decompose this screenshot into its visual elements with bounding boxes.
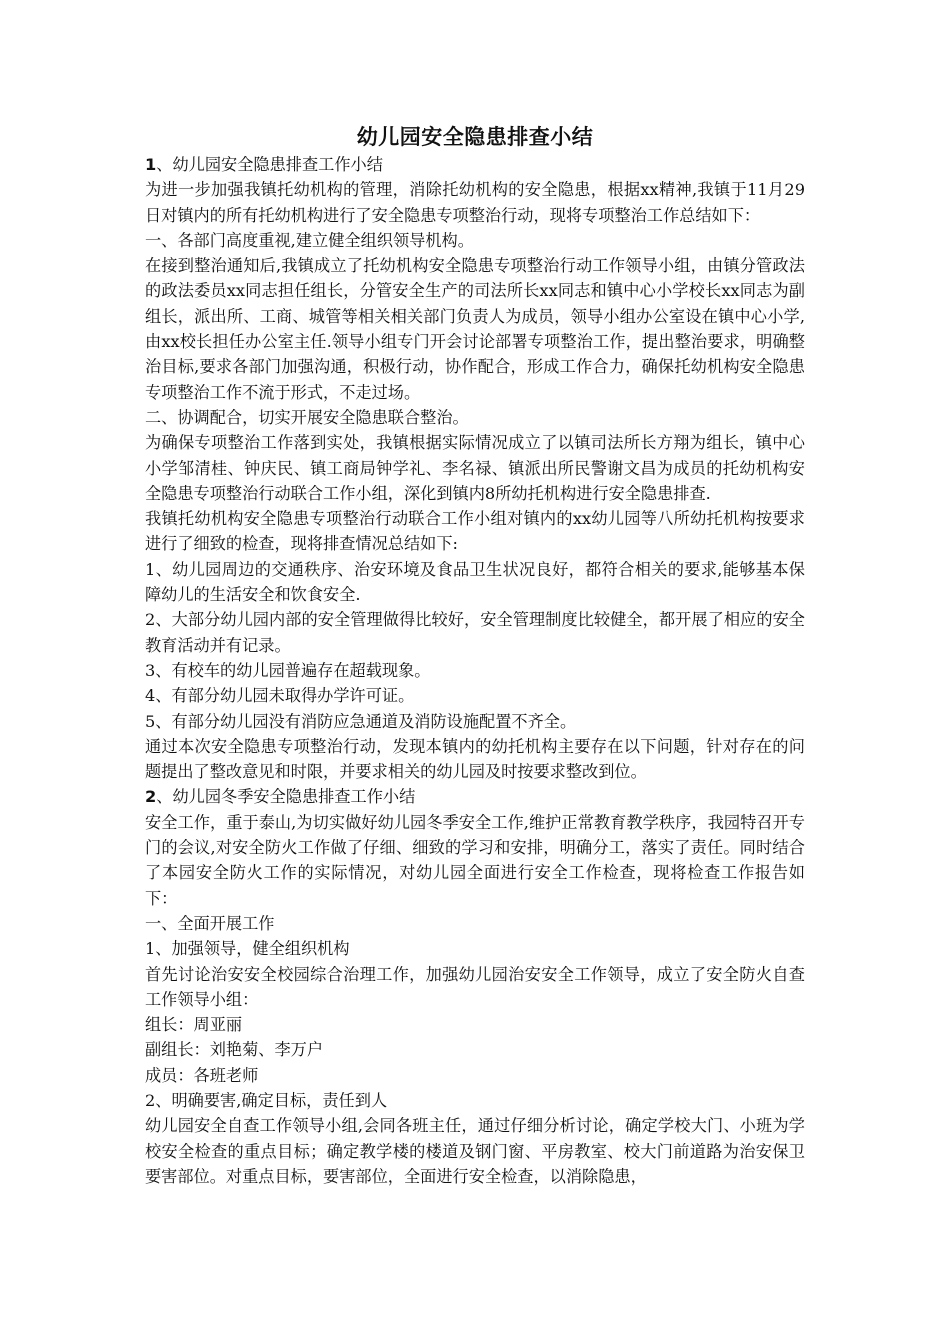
document-title: 幼儿园安全隐患排查小结 bbox=[356, 125, 594, 149]
section-1-item-4: 4、有部分幼儿园未取得办学许可证。 bbox=[145, 686, 415, 706]
section-1-paragraph-2: 为确保专项整治工作落到实处，我镇根据实际情况成立了以镇司法所长方翔为组长，镇中心小学邹清桂、钟庆民、镇工商局钟学礼、李名禄、镇派出所民警谢文昌为成员的托幼机构安全隐患专项整治行动联合工作小组，深化到镇内8所幼托机构进行安全隐患排查. bbox=[145, 433, 805, 503]
section-1-paragraph-3: 我镇托幼机构安全隐患专项整治行动联合工作小组对镇内的xx幼儿园等八所幼托机构按要求进行了细致的检查，现将排查情况总结如下: bbox=[145, 509, 805, 554]
section-1-intro: 为进一步加强我镇托幼机构的管理，消除托幼机构的安全隐患，根据xx精神,我镇于11月29日对镇内的所有托幼机构进行了安全隐患专项整治行动，现将专项整治工作总结如下： bbox=[145, 180, 805, 225]
section-2-number: 2 bbox=[145, 787, 157, 807]
section-2-paragraph-2: 幼儿园安全自查工作领导小组,会同各班主任，通过仔细分析讨论，确定学校大门、小班为学校安全检查的重点目标；确定教学楼的楼道及钢门窗、平房教室、校大门前道路为治安保卫要害部位。对重点目标，要害部位，全面进行安全检查，以消除隐患， bbox=[145, 1116, 805, 1186]
document-body bbox=[145, 122, 805, 1189]
section-2-paragraph-1: 首先讨论治安安全校园综合治理工作，加强幼儿园治安安全工作领导，成立了安全防火自查工作领导小组： bbox=[145, 964, 805, 1009]
section-2-deputy: 副组长：刘艳菊、李万户 bbox=[145, 1040, 324, 1060]
section-1-subheading-2: 二、协调配合，切实开展安全隐患联合整治。 bbox=[145, 407, 469, 427]
section-1-number: 1 bbox=[145, 155, 157, 174]
section-1-heading bbox=[145, 152, 805, 177]
section-2-subheading-1: 一、全面开展工作 bbox=[145, 913, 275, 933]
section-1-heading-text: 、幼儿园安全隐患排查工作小结 bbox=[156, 155, 383, 174]
section-2-heading bbox=[145, 784, 805, 809]
section-1-item-1: 1、幼儿园周边的交通秩序、治安环境及食品卫生状况良好，都符合相关的要求,能够基本保障幼儿的生活安全和饮食安全. bbox=[145, 559, 805, 605]
section-1-paragraph-1: 在接到整治通知后,我镇成立了托幼机构安全隐患专项整治行动工作领导小组，由镇分管政法的政法委员xx同志担任组长，分管安全生产的司法所长xx同志和镇中心小学校长xx同志为副组长，派出所、工商、城管等相关相关部门负责人为成员，领导小组办公室设在镇中心小学,由xx校长担任办公室主任.领导小组专门开会讨论部署专项整治工作，提出整治要求，明确整治目标,要求各部门加强沟通，积极行动，协作配合，形成工作合力，确保托幼机构安全隐患专项整治工作不流于形式，不走过场。 bbox=[145, 256, 805, 402]
section-1-subheading-1: 一、各部门高度重视,建立健全组织领导机构。 bbox=[145, 230, 474, 250]
section-1-item-5: 5、有部分幼儿园没有消防应急通道及消防设施配置不齐全。 bbox=[145, 711, 577, 731]
section-2-subsection-1: 1、加强领导，健全组织机构 bbox=[145, 939, 350, 959]
section-1-paragraph-4: 通过本次安全隐患专项整治行动，发现本镇内的幼托机构主要存在以下问题，针对存在的问题提出了整改意见和时限，并要求相关的幼儿园及时按要求整改到位。 bbox=[145, 736, 805, 782]
section-2-heading-text: 、幼儿园冬季安全隐患排查工作小结 bbox=[156, 787, 416, 807]
section-1-item-2: 2、大部分幼儿园内部的安全管理做得比较好，安全管理制度比较健全，都开展了相应的安全教育活动并有记录。 bbox=[145, 610, 805, 655]
section-2-intro: 安全工作，重于泰山,为切实做好幼儿园冬季安全工作,维护正常教育教学秩序，我园特召开专门的会议,对安全防火工作做了仔细、细致的学习和安排，明确分工，落实了责任。同时结合了本园安全防火工作的实际情况，对幼儿园全面进行安全工作检查，现将检查工作报告如下： bbox=[145, 812, 805, 908]
section-2-leader: 组长：周亚丽 bbox=[145, 1015, 243, 1035]
section-2-members: 成员：各班老师 bbox=[145, 1065, 259, 1085]
section-1-item-3: 3、有校车的幼儿园普遍存在超载现象。 bbox=[145, 660, 431, 680]
section-2-subsection-2: 2、明确要害,确定目标，责任到人 bbox=[145, 1090, 388, 1110]
